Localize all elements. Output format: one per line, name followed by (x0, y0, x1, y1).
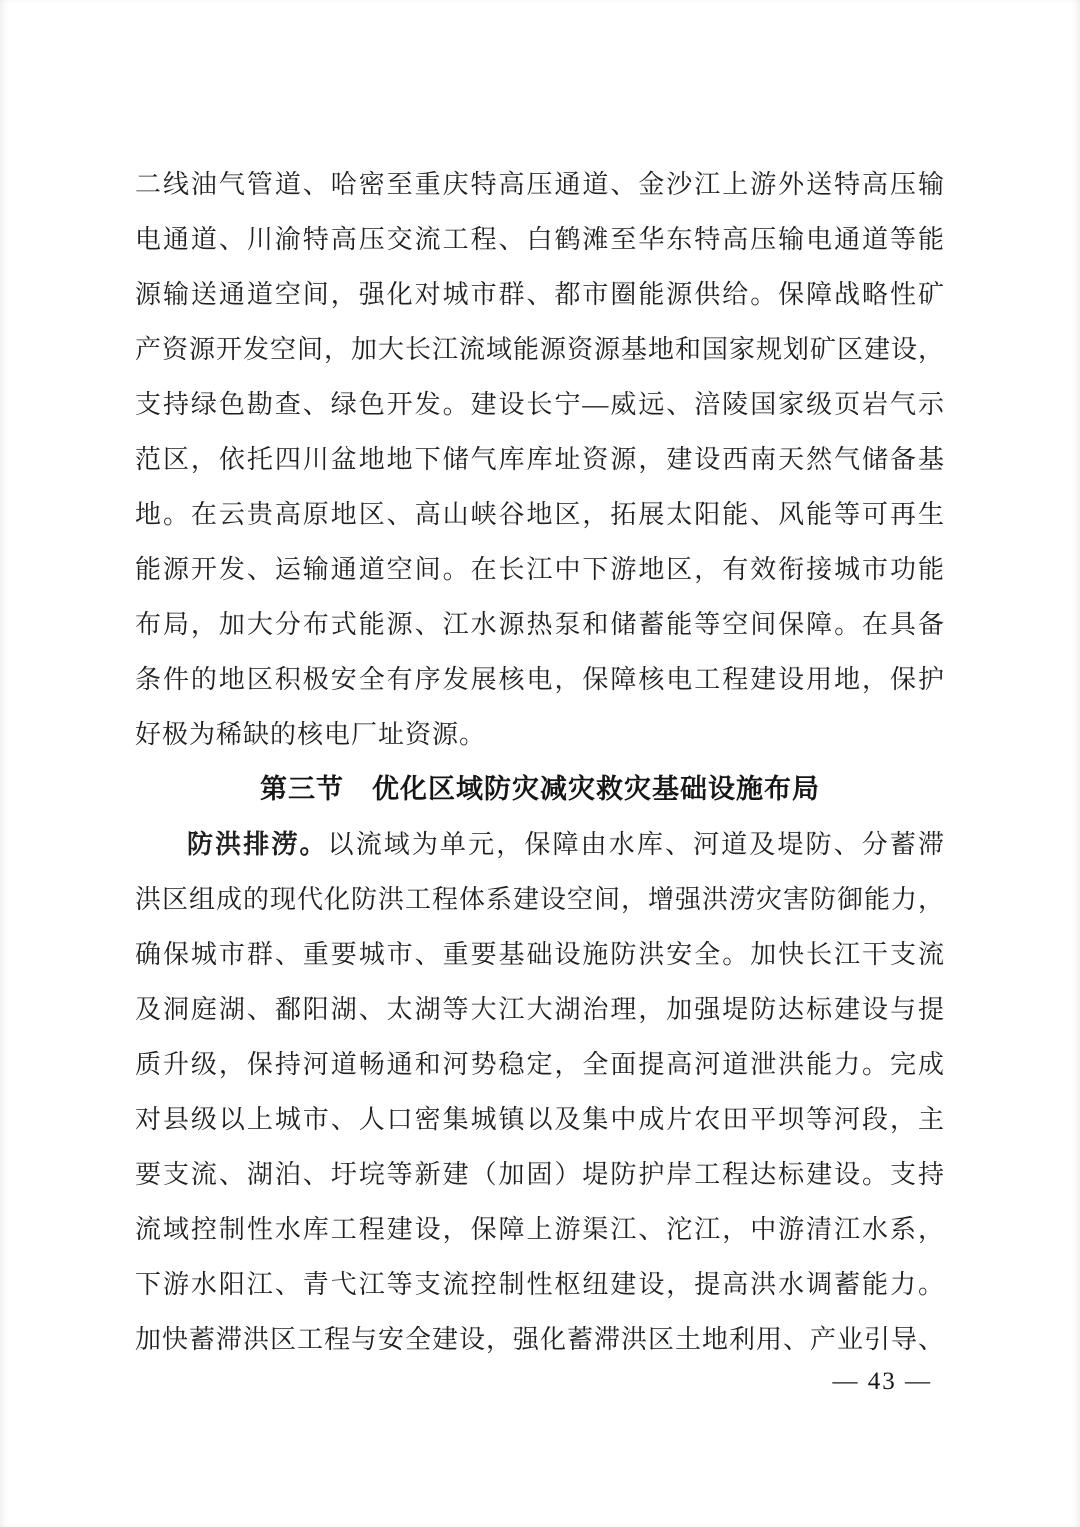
page-number: — 43 — (832, 1368, 932, 1395)
text-line: 确保城市群、重要城市、重要基础设施防洪安全。加快长江干支流 (135, 940, 945, 969)
text-line: 条件的地区积极安全有序发展核电，保障核电工程建设用地，保护 (135, 665, 945, 694)
paragraph-lead-label: 防洪排涝。 (187, 830, 328, 859)
paragraph-lines (135, 872, 945, 1367)
text-line: 加快蓄滞洪区工程与安全建设，强化蓄滞洪区土地利用、产业引导、 (135, 1325, 946, 1354)
paragraph-flood-control (135, 817, 945, 1367)
text-line: 质升级，保持河道畅通和河势稳定，全面提高河道泄洪能力。完成 (135, 1050, 945, 1079)
text-line: 电通道、川渝特高压交流工程、白鹤滩至华东特高压输电通道等能 (135, 225, 945, 254)
text-line: 洪区组成的现代化防洪工程体系建设空间，增强洪涝灾害防御能力， (135, 885, 946, 914)
text-line: 及洞庭湖、鄱阳湖、太湖等大江大湖治理，加强堤防达标建设与提 (135, 995, 945, 1024)
text-line: 地。在云贵高原地区、高山峡谷地区，拓展太阳能、风能等可再生 (135, 500, 945, 529)
text-line: 范区，依托四川盆地地下储气库库址资源，建设西南天然气储备基 (135, 445, 945, 474)
text-line: 布局，加大分布式能源、江水源热泵和储蓄能等空间保障。在具备 (135, 610, 945, 639)
text-line: 下游水阳江、青弋江等支流控制性枢纽建设，提高洪水调蓄能力。 (135, 1270, 945, 1299)
text-line: 源输送通道空间，强化对城市群、都市圈能源供给。保障战略性矿 (135, 280, 945, 309)
paragraph-energy-corridors (135, 157, 945, 762)
text-line: 要支流、湖泊、圩垸等新建（加固）堤防护岸工程达标建设。支持 (135, 1160, 945, 1189)
paragraph-lines (135, 157, 945, 707)
text-line-paragraph-end: 好极为稀缺的核电厂址资源。 (135, 720, 487, 749)
page-footer (833, 1362, 933, 1402)
paragraph-lead-rest: 以流域为单元，保障由水库、河道及堤防、分蓄滞 (327, 830, 945, 859)
text-line-first (135, 817, 945, 872)
text-line: 支持绿色勘查、绿色开发。建设长宁—威远、涪陵国家级页岩气示 (135, 390, 945, 419)
text-line: 对县级以上城市、人口密集城镇以及集中成片农田平坝等河段，主 (135, 1105, 945, 1134)
text-line: 二线油气管道、哈密至重庆特高压通道、金沙江上游外送特高压输 (135, 170, 945, 199)
page-body (135, 157, 945, 1367)
text-line: 能源开发、运输通道空间。在长江中下游地区，有效衔接城市功能 (135, 555, 945, 584)
text-line: 产资源开发空间，加大长江流域能源资源基地和国家规划矿区建设， (135, 335, 946, 364)
text-line: 流域控制性水库工程建设，保障上游渠江、沱江，中游清江水系， (135, 1215, 945, 1244)
section-heading: 第三节 优化区域防灾减灾救灾基础设施布局 (260, 774, 820, 804)
